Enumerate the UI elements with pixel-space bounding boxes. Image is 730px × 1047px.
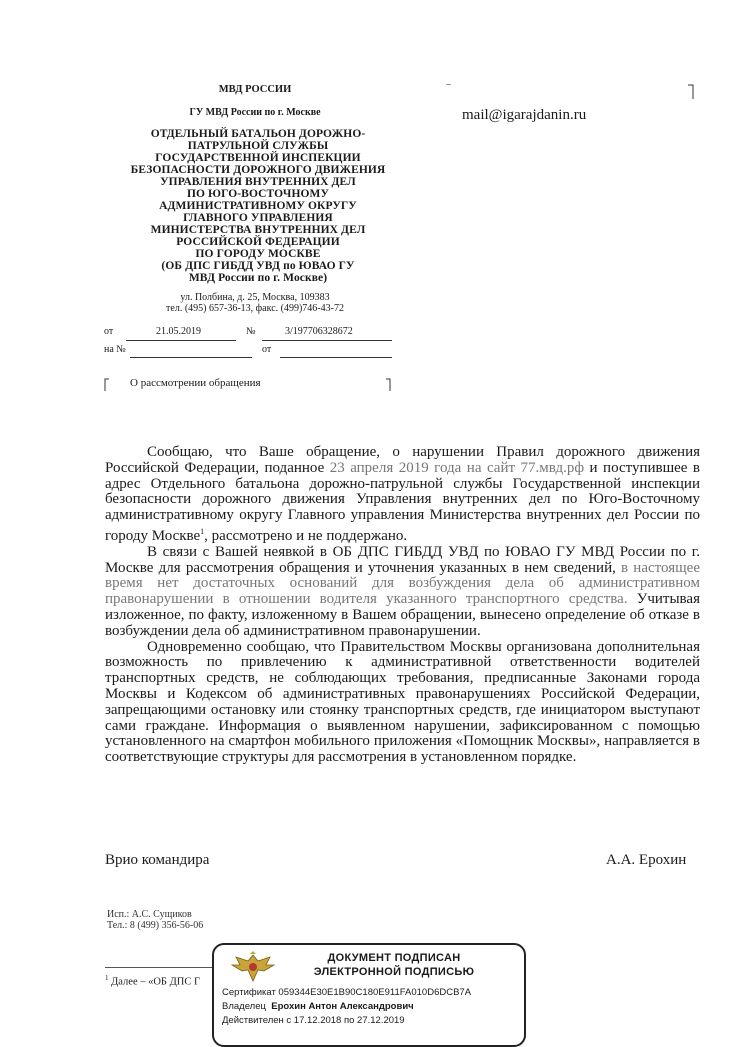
executor-name: Исп.: А.С. Сущиков (107, 909, 192, 920)
electronic-signature-stamp (212, 943, 526, 1047)
unit-name-line: УПРАВЛЕНИЯ ВНУТРЕННИХ ДЕЛ (160, 176, 356, 188)
unit-name-line: АДМИНИСТРАТИВНОМУ ОКРУГУ (159, 200, 357, 212)
paragraph: Сообщаю, что Ваше обращение, о нарушении Правил дорожного движения Российской Федерации, поданное 23 апреля 2019 года на сайт 77.мвд.рф и поступившее в адрес Отдельного батальона дорожно-патрульной службы Государственной инспекции безопасности дорожного движения Управления внутренних дел по Юго-Восточному административному округу Главного управления Министерства внутренних дел России по городу Москве$^1$, рассмотрено и не поддержано. (105, 444, 701, 544)
unit-name-line: ОТДЕЛЬНЫЙ БАТАЛЬОН ДОРОЖНО- (150, 128, 366, 140)
faint-text: в настоящее время нет достаточных оснований для возбуждения дела об административном правонарушении в отношении водителя указанного транспортного средства. (105, 559, 700, 608)
footnote: $^1$ Далее – «ОБ ДПС Г (105, 974, 201, 988)
date-line (126, 340, 236, 341)
from-label: от (104, 326, 114, 337)
unit-name-line: БЕЗОПАСНОСТИ ДОРОЖНОГО ДВИЖЕНИЯ (130, 164, 386, 176)
number-label: № (246, 326, 256, 337)
ministry-title: МВД РОССИИ (218, 84, 292, 95)
unit-name-line: МИНИСТЕРСТВА ВНУТРЕННИХ ДЕЛ (150, 224, 366, 236)
corner-mark (446, 84, 452, 92)
corner-mark (688, 84, 694, 100)
eagle-emblem-icon (228, 951, 278, 985)
document-date: 21.05.2019 (156, 326, 201, 337)
unit-name-line: РОССИЙСКОЙ ФЕДЕРАЦИИ (176, 236, 340, 248)
reply-from-label: от (262, 344, 272, 355)
recipient-email: mail@igarajdanin.ru (462, 107, 587, 123)
faint-text: 23 апреля 2019 года на сайт 77.мвд.рф (324, 459, 585, 476)
letter-body (105, 445, 700, 766)
stamp-title: ДОКУМЕНТ ПОДПИСАН (327, 952, 461, 964)
paragraph: В связи с Вашей неявкой в ОБ ДПС ГИБДД УВД по ЮВАО ГУ МВД России по г. Москве для рассмотрения обращения и уточнения указанных в нем сведений, в настоящее время нет достаточных оснований для возбуждения дела об административном правонарушении в отношении водителя указанного транспортного средства. Учитывая изложенное, по факту, изложенному в Вашем обращении, вынесено определение об отказе в возбуждении дела об административном правонарушении. (105, 543, 700, 639)
signatory-name: А.А. Ерохин (606, 852, 687, 868)
document-number: 3/197706328672 (285, 326, 353, 337)
reply-from-line (280, 357, 392, 358)
stamp-validity: Действителен с 17.12.2018 по 27.12.2019 (222, 1015, 405, 1026)
reply-number-label: на № (104, 344, 126, 355)
unit-name-line: (ОБ ДПС ГИБДД УВД по ЮВАО ГУ (161, 260, 355, 272)
office-phone: тел. (495) 657-36-13, факс. (499)746-43-72 (166, 303, 344, 314)
reply-number-line (130, 357, 252, 358)
paragraph: Одновременно сообщаю, что Правительством Москвы организована дополнительная возможность по привлечению к административной ответственности водителей транспортных средств, не соблюдающих требования, предписанные Законами города Москвы и Кодексом об административных правонарушениях Российской Федерации, запрещающими остановку или стоянку транспортных средств, где инициатором выступают сами граждане. Информация о выявленном нарушении, зафиксированном с помощью установленного на смартфон мобильного приложения «Помощник Москвы», направляется в соответствующие структуры для рассмотрения в установленном порядке. (105, 638, 700, 766)
stamp-subtitle: ЭЛЕКТРОННОЙ ПОДПИСЬЮ (313, 966, 475, 978)
corner-mark (104, 378, 110, 392)
office-address: ул. Полбина, д. 25, Москва, 109383 (180, 292, 330, 303)
unit-name-line: ГОСУДАРСТВЕННОЙ ИНСПЕКЦИИ (155, 152, 361, 164)
unit-name-line: ПО ГОРОДУ МОСКВЕ (195, 248, 321, 260)
unit-name (118, 128, 398, 284)
executor-phone: Тел.: 8 (499) 356-56-06 (107, 920, 204, 931)
subject-line: О рассмотрении обращения (130, 377, 261, 389)
unit-name-line: ГЛАВНОГО УПРАВЛЕНИЯ (183, 212, 333, 224)
corner-mark (386, 378, 392, 392)
unit-name-line: МВД России по г. Москве) (188, 272, 328, 284)
stamp-owner: Владелец Ерохин Антон Александрович (222, 1001, 414, 1012)
footnote-mark: 1 (105, 974, 109, 982)
footnote-ref: 1 (200, 526, 205, 536)
number-line (262, 340, 392, 341)
stamp-certificate: Сертификат 059344E30E1B90C180E911FA010D6DCB7A (222, 987, 472, 998)
signatory-position: Врио командира (105, 852, 210, 868)
department-title: ГУ МВД России по г. Москве (189, 107, 321, 118)
unit-name-line: ПО ЮГО-ВОСТОЧНОМУ (186, 188, 330, 200)
footnote-separator (105, 967, 215, 968)
unit-name-line: ПАТРУЛЬНОЙ СЛУЖБЫ (187, 140, 329, 152)
